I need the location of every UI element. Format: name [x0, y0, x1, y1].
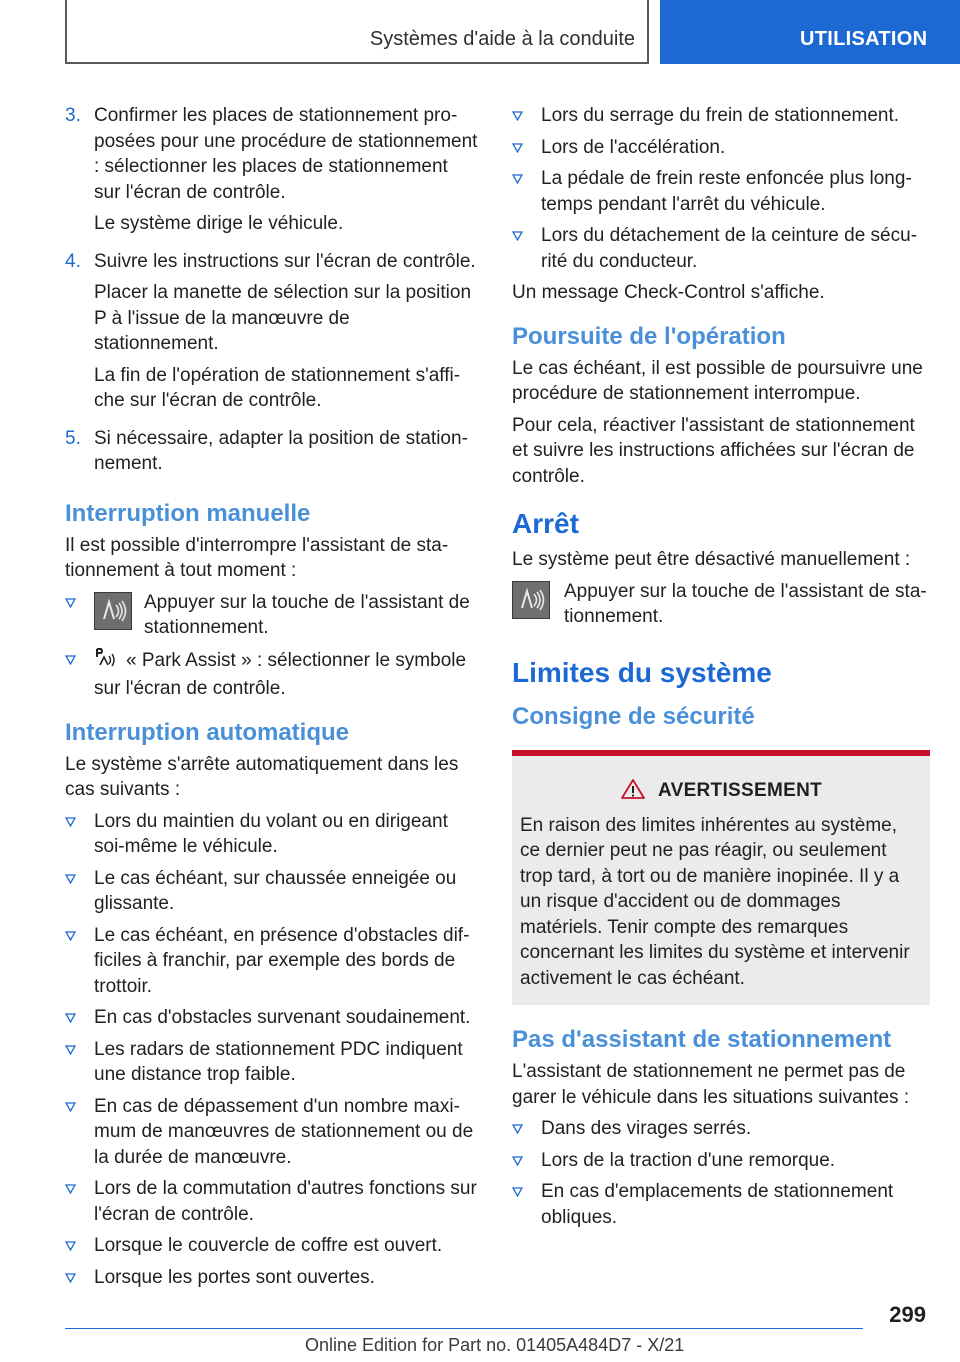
list-item-text: Lors de la commutation d'autres fonctions sur l'écran de contrôle. — [94, 1178, 477, 1225]
step-text: Suivre les instructions sur l'écran de contrôle. — [94, 250, 476, 272]
bullet-triangle-icon — [65, 866, 94, 917]
bullet-triangle-icon — [65, 1176, 94, 1227]
list-item-text: Lors du maintien du volant ou en dirigeant soi-même le véhicule. — [94, 810, 448, 857]
list-item-text: Lorsque le couvercle de coffre est ouvert. — [94, 1235, 443, 1256]
step-number: 3. — [65, 105, 81, 126]
bullet-triangle-icon — [65, 1037, 94, 1088]
automatic-interruption-list-continued — [512, 103, 930, 274]
footer-divider — [65, 1328, 863, 1329]
step-5 — [65, 426, 479, 483]
list-item-text: En cas d'obstacles survenant soudainement. — [94, 1007, 471, 1028]
bullet-triangle-icon — [65, 1094, 94, 1171]
stop-instruction — [512, 579, 930, 636]
list-item — [65, 866, 479, 917]
bullet-triangle-icon — [512, 166, 541, 217]
header-chapter-box — [65, 0, 649, 64]
heading-stop: Arrêt — [512, 508, 579, 539]
header-section-tab — [660, 0, 960, 64]
bullet-triangle-icon — [65, 590, 94, 641]
step-text: Placer la manette de sélection sur la position P à l'issue de la manœuvre de stationnement. — [94, 282, 472, 354]
step-number: 4. — [65, 250, 81, 272]
bullet-triangle-icon — [512, 103, 541, 129]
list-item-text: Les radars de stationnement PDC indiquent une distance trop faible. — [94, 1038, 463, 1085]
bullet-triangle-icon — [512, 1179, 541, 1230]
list-item — [512, 223, 930, 274]
list-item — [512, 1179, 930, 1230]
list-item — [512, 135, 930, 161]
step-number: 5. — [65, 427, 81, 449]
paragraph: Le système peut être désactivé manuellement : — [512, 549, 911, 570]
paragraph: Le cas échéant, il est possible de poursuivre une procédure de stationnement interrompue. — [512, 357, 923, 404]
heading-manual-interruption: Interruption manuelle — [65, 499, 311, 527]
heading-system-limits: Limites du système — [512, 656, 772, 688]
right-column — [512, 103, 930, 1236]
step-text: La fin de l'opération de stationnement s'affiche sur l'écran de contrôle. — [94, 364, 461, 411]
section-title: UTILISATION — [800, 28, 928, 50]
list-item — [65, 1005, 479, 1031]
list-item-text: Le cas échéant, en présence d'obstacles difficiles à franchir, par exemple des bords de trottoir. — [94, 924, 470, 997]
bullet-triangle-icon — [65, 1233, 94, 1259]
list-item-text: Lorsque les portes sont ouvertes. — [94, 1266, 375, 1288]
list-item-text: « Park Assist » : sélectionner le symbole sur l'écran de contrôle. — [94, 649, 467, 699]
step-text: Si nécessaire, adapter la position de stationnement. — [94, 427, 468, 474]
warning-box — [512, 750, 930, 1006]
bullet-triangle-icon — [512, 1148, 541, 1174]
no-assistant-list — [512, 1116, 930, 1230]
instruction-text: Appuyer sur la touche de l'assistant de stationnement. — [564, 580, 927, 627]
list-item-text: En cas d'emplacements de stationnement obliques. — [541, 1181, 894, 1228]
warning-triangle-icon — [620, 778, 646, 805]
list-item — [65, 1265, 479, 1291]
chapter-title: Systèmes d'aide à la conduite — [369, 28, 635, 50]
heading-continue-operation: Poursuite de l'opération — [512, 322, 786, 350]
warning-text: En raison des limites inhérentes au système, ce dernier peut ne pas réagir, ou seulement trop tard, à tort ou de manière inopinée. Il y a un risque d'accident ou de dommages matériels. Tenir compte des remarques concernant les limites du système et intervenir activement le cas échéant. — [520, 814, 910, 989]
bullet-triangle-icon — [512, 135, 541, 161]
paragraph: Pour cela, réactiver l'assistant de stationnement et suivre les instructions affichées sur l'écran de contrôle. — [512, 414, 915, 487]
bullet-triangle-icon — [65, 1005, 94, 1031]
list-item-text: Dans des virages serrés. — [541, 1118, 752, 1139]
list-item-text: Lors du serrage du frein de stationnement. — [541, 105, 900, 126]
list-item-text: La pédale de frein reste enfoncée plus longtemps pendant l'arrêt du véhicule. — [541, 168, 912, 215]
step-3 — [65, 103, 479, 243]
list-item — [65, 923, 479, 1000]
footer-edition: Online Edition for Part no. 01405A484D7 - X/21 — [305, 1335, 685, 1355]
paragraph: Un message Check-Control s'affiche. — [512, 282, 825, 303]
list-item-text: Lors de l'accélération. — [541, 136, 726, 158]
list-item — [512, 1148, 930, 1174]
list-item-text: Appuyer sur la touche de l'assistant de stationnement. — [144, 591, 470, 638]
list-item — [512, 103, 930, 129]
heading-safety-notice: Consigne de sécurité — [512, 702, 755, 730]
park-assist-button-icon — [94, 592, 132, 630]
page-number: 299 — [889, 1302, 926, 1327]
bullet-triangle-icon — [65, 647, 94, 702]
list-item-text: Le cas échéant, sur chaussée enneigée ou glissante. — [94, 867, 457, 914]
step-4 — [65, 249, 479, 420]
list-item — [512, 166, 930, 217]
list-item-text: Lors de la traction d'une remorque. — [541, 1149, 836, 1171]
park-assist-symbol-icon — [94, 647, 118, 677]
paragraph: L'assistant de stationnement ne permet pas de garer le véhicule dans les situations suivantes : — [512, 1061, 910, 1108]
list-item-text: Lors du détachement de la ceinture de sécurité du conducteur. — [541, 225, 918, 272]
bullet-triangle-icon — [65, 923, 94, 1000]
paragraph: Il est possible d'interrompre l'assistant de stationnement à tout moment : — [65, 534, 449, 581]
heading-no-parking-assistant: Pas d'assistant de stationnement — [512, 1026, 892, 1053]
list-item — [65, 590, 479, 641]
manual-interruption-list — [65, 590, 479, 702]
list-item — [65, 809, 479, 860]
step-text: Le système dirige le véhicule. — [94, 213, 344, 234]
bullet-triangle-icon — [512, 223, 541, 274]
list-item — [65, 647, 479, 702]
paragraph: Le système s'arrête automatiquement dans les cas suivants : — [65, 753, 459, 800]
bullet-triangle-icon — [512, 1116, 541, 1142]
list-item — [65, 1094, 479, 1171]
list-item-text: En cas de dépassement d'un nombre maximum de manœuvres de stationnement ou de la durée de manœuvre. — [94, 1095, 474, 1168]
list-item — [65, 1176, 479, 1227]
automatic-interruption-list — [65, 809, 479, 1291]
list-item — [65, 1037, 479, 1088]
park-assist-button-icon — [512, 581, 550, 619]
list-item — [65, 1233, 479, 1259]
heading-automatic-interruption: Interruption automatique — [65, 718, 349, 746]
warning-label: AVERTISSEMENT — [657, 780, 822, 801]
left-column — [65, 103, 479, 1296]
bullet-triangle-icon — [65, 809, 94, 860]
bullet-triangle-icon — [65, 1265, 94, 1291]
step-text: Confirmer les places de stationnement proposées pour une procédure de stationnement : sélectionner les places de stationnement sur l'écran de contrôle. — [94, 105, 478, 203]
list-item — [512, 1116, 930, 1142]
